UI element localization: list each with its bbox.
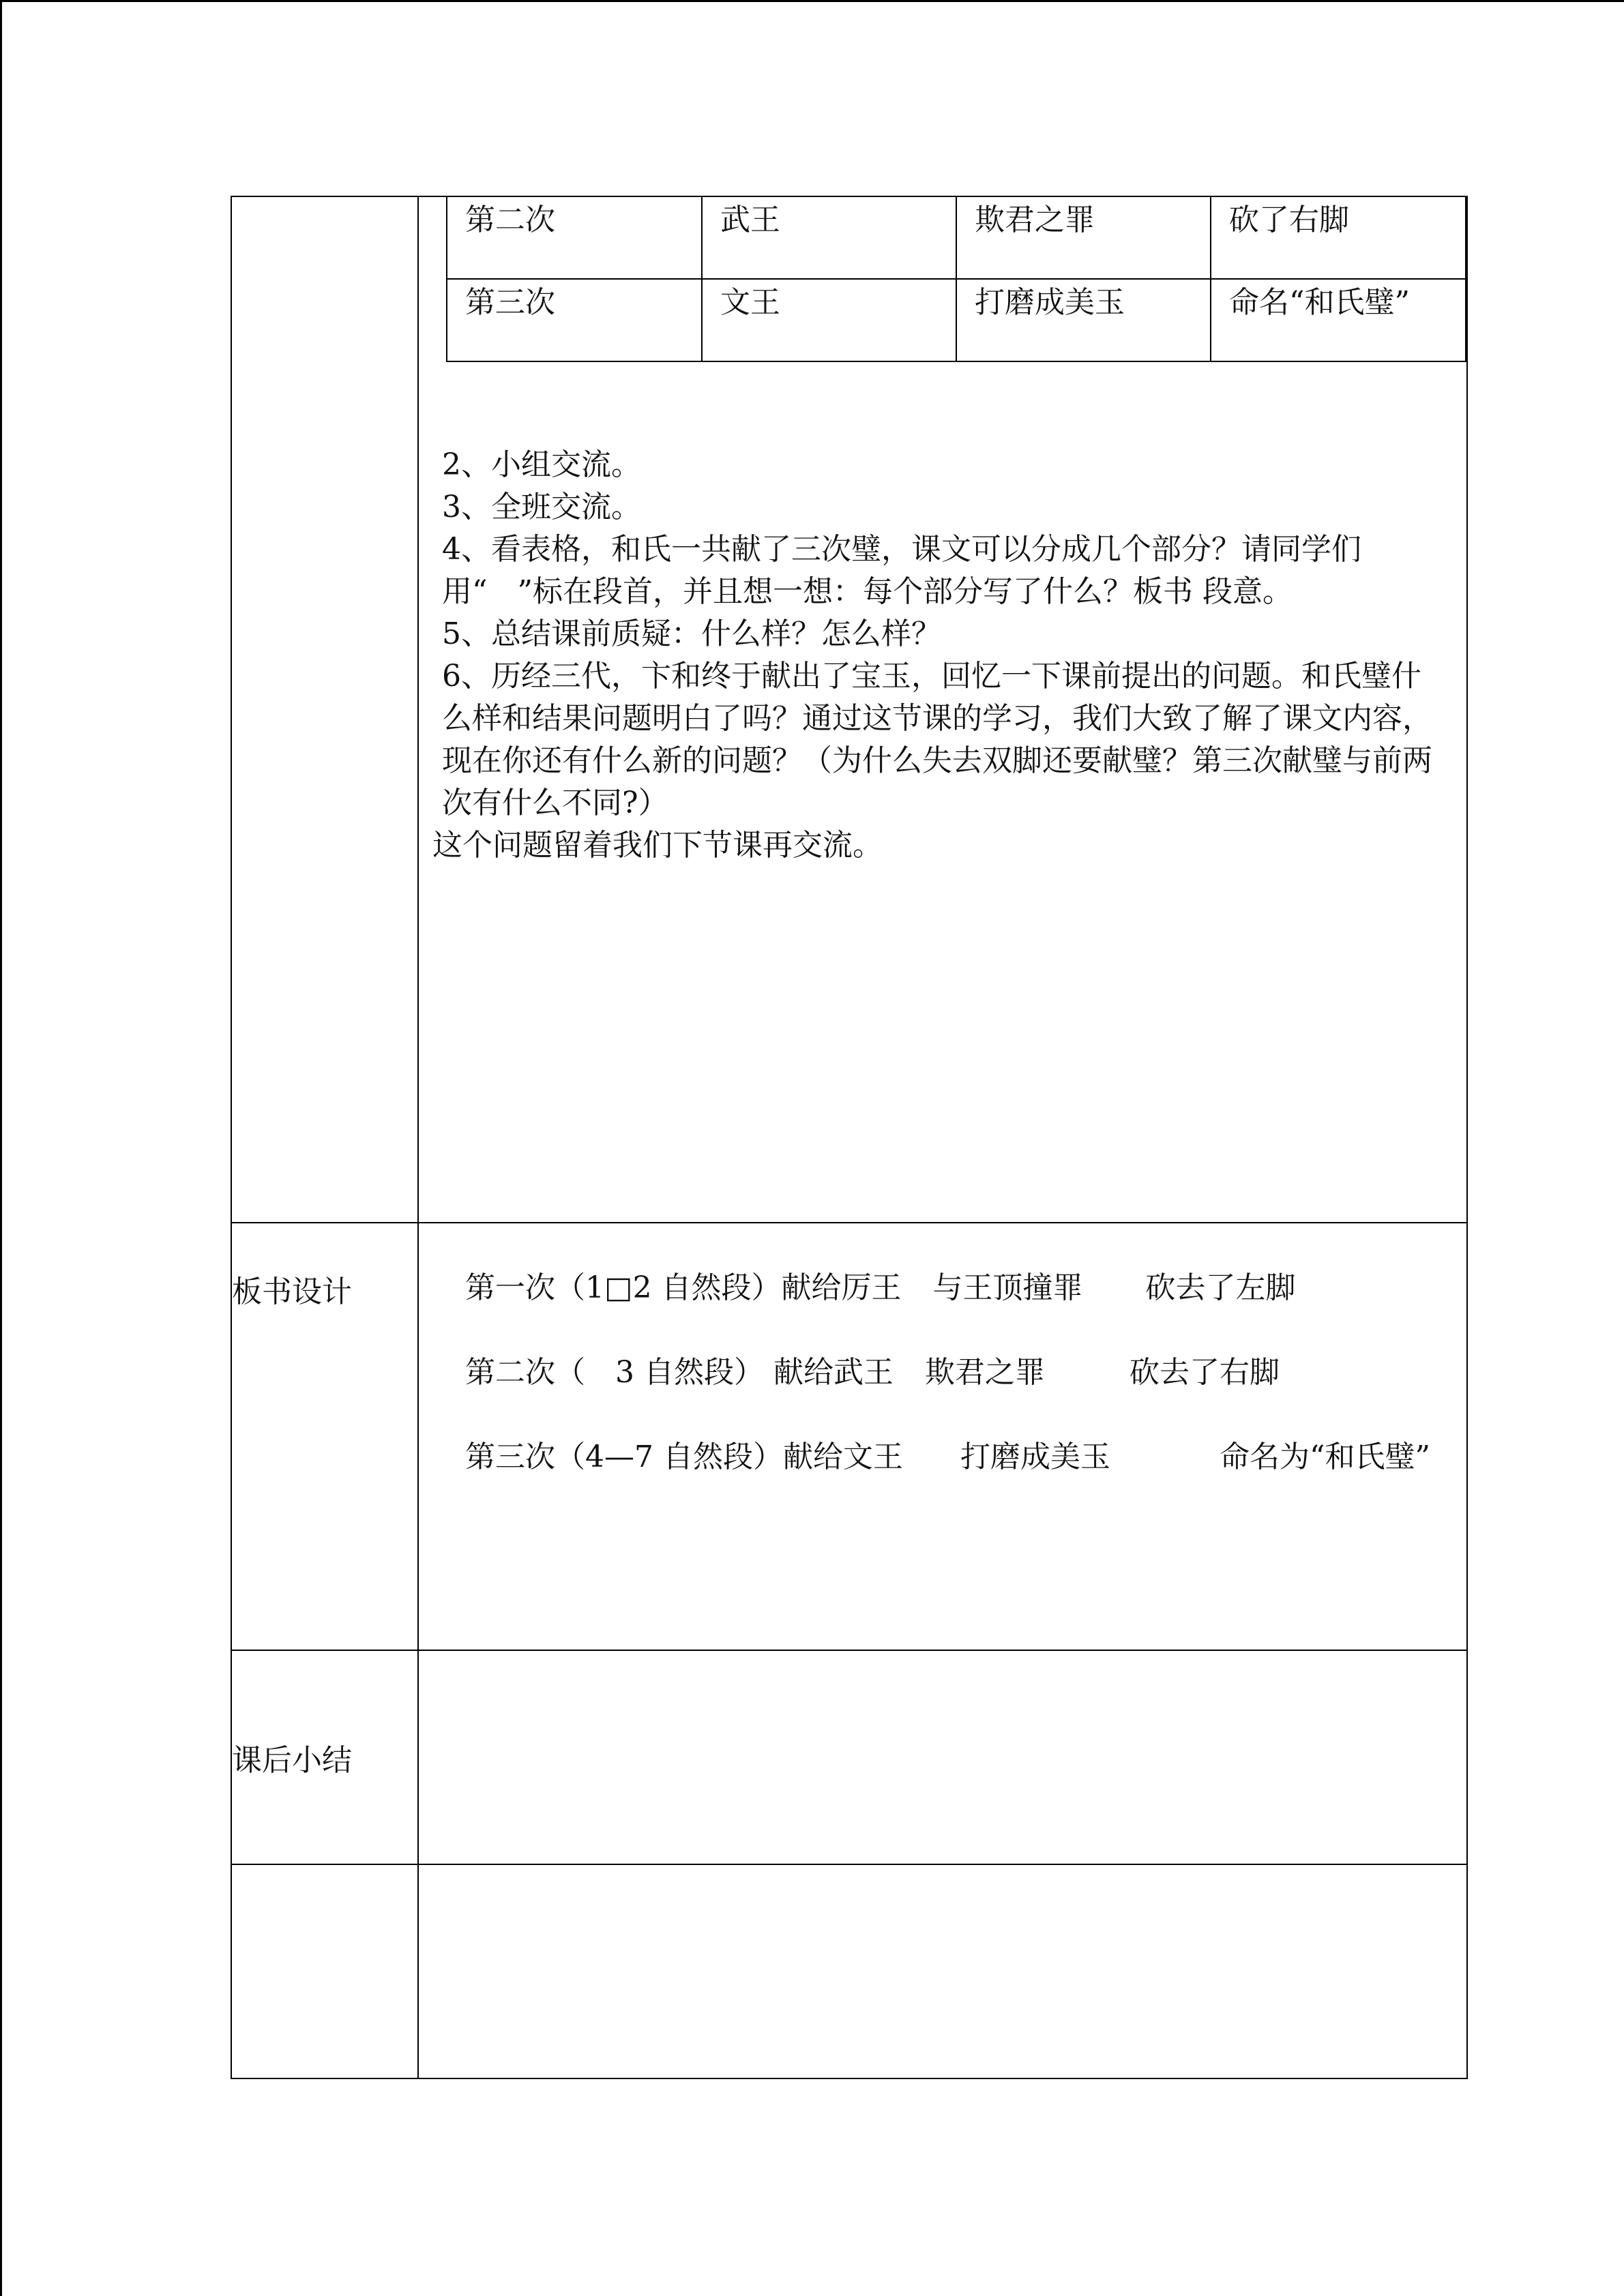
step-item: 6、历经三代，卞和终于献出了宝玉，回忆一下课前提出的问题。和氏璧什么样和结果问题明白了吗？通过这节课的学习，我们大致了解了课文内容，现在你还有什么新的问题？（为什么失去双脚还要献璧？第三次献璧与前两次有什么不同?） <box>442 659 1432 820</box>
step-item: 2、小组交流。 <box>442 447 641 482</box>
process-label-cell <box>231 196 418 1223</box>
teaching-process-row <box>231 196 1467 1223</box>
offering-cell: 第二次 <box>447 196 702 279</box>
offering-cell: 武王 <box>702 196 956 279</box>
offering-cell: 欺君之罪 <box>956 196 1211 279</box>
board-design-row <box>231 1223 1467 1650</box>
lesson-plan-table <box>231 196 1468 2079</box>
board-line <box>419 1267 1466 1309</box>
offering-cell: 砍了右脚 <box>1211 196 1466 279</box>
board-line-part: 第二次（ 3 自然段） 献给武王 <box>465 1355 894 1390</box>
board-line-part: 欺君之罪 <box>924 1355 1045 1390</box>
offering-table <box>446 196 1466 362</box>
offering-row <box>447 279 1466 361</box>
page-left-border <box>0 0 2 2296</box>
step-item: 4、看表格，和氏一共献了三次璧，课文可以分成几个部分？请同学们用“ ”标在段首，并且想一想：每个部分写了什么？板书 段意。 <box>442 532 1361 609</box>
offering-cell: 命名“和氏璧” <box>1211 279 1466 361</box>
step-item: 3、全班交流。 <box>442 490 641 524</box>
board-line-part: 打磨成美玉 <box>960 1440 1110 1474</box>
step-item: 5、总结课前质疑：什么样？怎么样？ <box>442 616 941 651</box>
reflection-content-cell <box>418 1864 1467 2078</box>
page-top-border <box>0 0 1624 2</box>
offering-cell: 文王 <box>702 279 956 361</box>
board-line-part: 砍去了右脚 <box>1129 1355 1280 1390</box>
offering-row <box>447 196 1466 279</box>
step-item: 这个问题留着我们下节课再交流。 <box>432 828 883 863</box>
reflection-row <box>231 1864 1467 2078</box>
process-content-cell <box>418 196 1467 1223</box>
step-list <box>419 444 1466 867</box>
summary-label-cell <box>231 1650 418 1864</box>
board-design-label-cell <box>231 1223 418 1650</box>
summary-label: 课后小结 <box>232 1743 352 1778</box>
board-line-part: 第三次（4—7 自然段）献给文王 <box>465 1440 903 1474</box>
board-line-part: 命名为“和氏璧” <box>1219 1440 1430 1474</box>
board-line <box>419 1352 1466 1394</box>
board-line-part: 与王顶撞罪 <box>932 1270 1083 1305</box>
board-design-label: 板书设计 <box>232 1274 352 1309</box>
summary-row <box>231 1650 1467 1864</box>
board-line <box>419 1436 1466 1478</box>
reflection-label-cell <box>231 1864 418 2078</box>
offering-cell: 第三次 <box>447 279 702 361</box>
offering-cell: 打磨成美玉 <box>956 279 1211 361</box>
board-line-part: 砍去了左脚 <box>1145 1270 1296 1305</box>
board-line-part: 第一次（1□2 自然段）献给厉王 <box>465 1270 902 1305</box>
board-design-content-cell <box>418 1223 1467 1650</box>
summary-content-cell <box>418 1650 1467 1864</box>
